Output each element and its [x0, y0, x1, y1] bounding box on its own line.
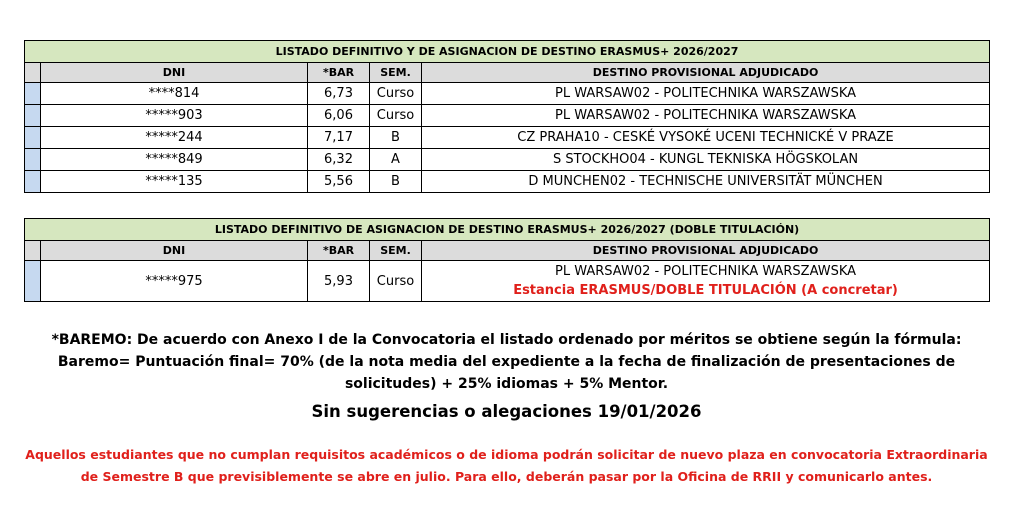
- column-header-destino: DESTINO PROVISIONAL ADJUDICADO: [422, 63, 990, 83]
- table-row: [25, 105, 990, 127]
- no-suggestions-note: Sin sugerencias o alegaciones 19/01/2026: [311, 402, 702, 421]
- table-row: [25, 149, 990, 171]
- table-row: [25, 171, 990, 193]
- dni-cell: *****244: [41, 127, 308, 149]
- dni-cell: ****814: [41, 83, 308, 105]
- table-row: [25, 127, 990, 149]
- destino-cell: S STOCKHO04 - KUNGL TEKNISKA HÖGSKOLAN: [422, 149, 990, 171]
- destino-cell: CZ PRAHA10 - CESKÉ VYSOKÉ UCENI TECHNICKÉ V PRAZE: [422, 127, 990, 149]
- baremo-note: *BAREMO: De acuerdo con Anexo I de la Convocatoria el listado ordenado por méritos se obtiene según la fórmula: Baremo= Puntuación final= 70% (de la nota media del expediente a la fecha de finalización de presentaciones de solicitudes) + 25% idiomas + 5% Mentor.: [51, 332, 962, 392]
- table-row: [25, 261, 990, 302]
- dni-cell: *****135: [41, 171, 308, 193]
- double-degree-table: [24, 218, 990, 302]
- assignment-table: [24, 40, 990, 193]
- row-marker: [25, 63, 41, 83]
- table-header-row: [25, 241, 990, 261]
- column-header-sem: SEM.: [370, 63, 422, 83]
- table-title: LISTADO DEFINITIVO DE ASIGNACION DE DESTINO ERASMUS+ 2026/2027 (DOBLE TITULACIÓN): [25, 219, 990, 241]
- destino-cell: [422, 261, 990, 302]
- sem-cell: B: [370, 171, 422, 193]
- dni-cell: *****849: [41, 149, 308, 171]
- destino-cell: PL WARSAW02 - POLITECHNIKA WARSZAWSKA: [422, 83, 990, 105]
- destino-cell: PL WARSAW02 - POLITECHNIKA WARSZAWSKA: [422, 105, 990, 127]
- column-header-dni: DNI: [41, 241, 308, 261]
- table-header-row: [25, 63, 990, 83]
- destino-note: Estancia ERASMUS/DOBLE TITULACIÓN (A concretar): [513, 283, 898, 298]
- bar-cell: 5,56: [308, 171, 370, 193]
- dni-cell: *****975: [41, 261, 308, 302]
- column-header-sem: SEM.: [370, 241, 422, 261]
- table-title: LISTADO DEFINITIVO Y DE ASIGNACION DE DESTINO ERASMUS+ 2026/2027: [25, 41, 990, 63]
- row-marker: [25, 261, 41, 302]
- column-header-destino: DESTINO PROVISIONAL ADJUDICADO: [422, 241, 990, 261]
- table-row: [25, 83, 990, 105]
- bar-cell: 5,93: [308, 261, 370, 302]
- row-marker: [25, 149, 41, 171]
- dni-cell: *****903: [41, 105, 308, 127]
- row-marker: [25, 105, 41, 127]
- column-header-bar: *BAR: [308, 241, 370, 261]
- column-header-bar: *BAR: [308, 63, 370, 83]
- row-marker: [25, 127, 41, 149]
- sem-cell: Curso: [370, 261, 422, 302]
- bar-cell: 6,73: [308, 83, 370, 105]
- destino-text: PL WARSAW02 - POLITECHNIKA WARSZAWSKA: [555, 264, 857, 279]
- row-marker: [25, 241, 41, 261]
- row-marker: [25, 171, 41, 193]
- extraordinary-call-notice: Aquellos estudiantes que no cumplan requisitos académicos o de idioma podrán solicitar de nuevo plaza en convocatoria Extraordinaria de Semestre B que previsiblemente se abre en julio. Para ello, deberán pasar por la Oficina de RRII y comunicarlo antes.: [25, 447, 988, 484]
- column-header-dni: DNI: [41, 63, 308, 83]
- sem-cell: Curso: [370, 83, 422, 105]
- destino-cell: D MUNCHEN02 - TECHNISCHE UNIVERSITÄT MÜNCHEN: [422, 171, 990, 193]
- bar-cell: 6,06: [308, 105, 370, 127]
- row-marker: [25, 83, 41, 105]
- bar-cell: 6,32: [308, 149, 370, 171]
- bar-cell: 7,17: [308, 127, 370, 149]
- sem-cell: Curso: [370, 105, 422, 127]
- sem-cell: B: [370, 127, 422, 149]
- sem-cell: A: [370, 149, 422, 171]
